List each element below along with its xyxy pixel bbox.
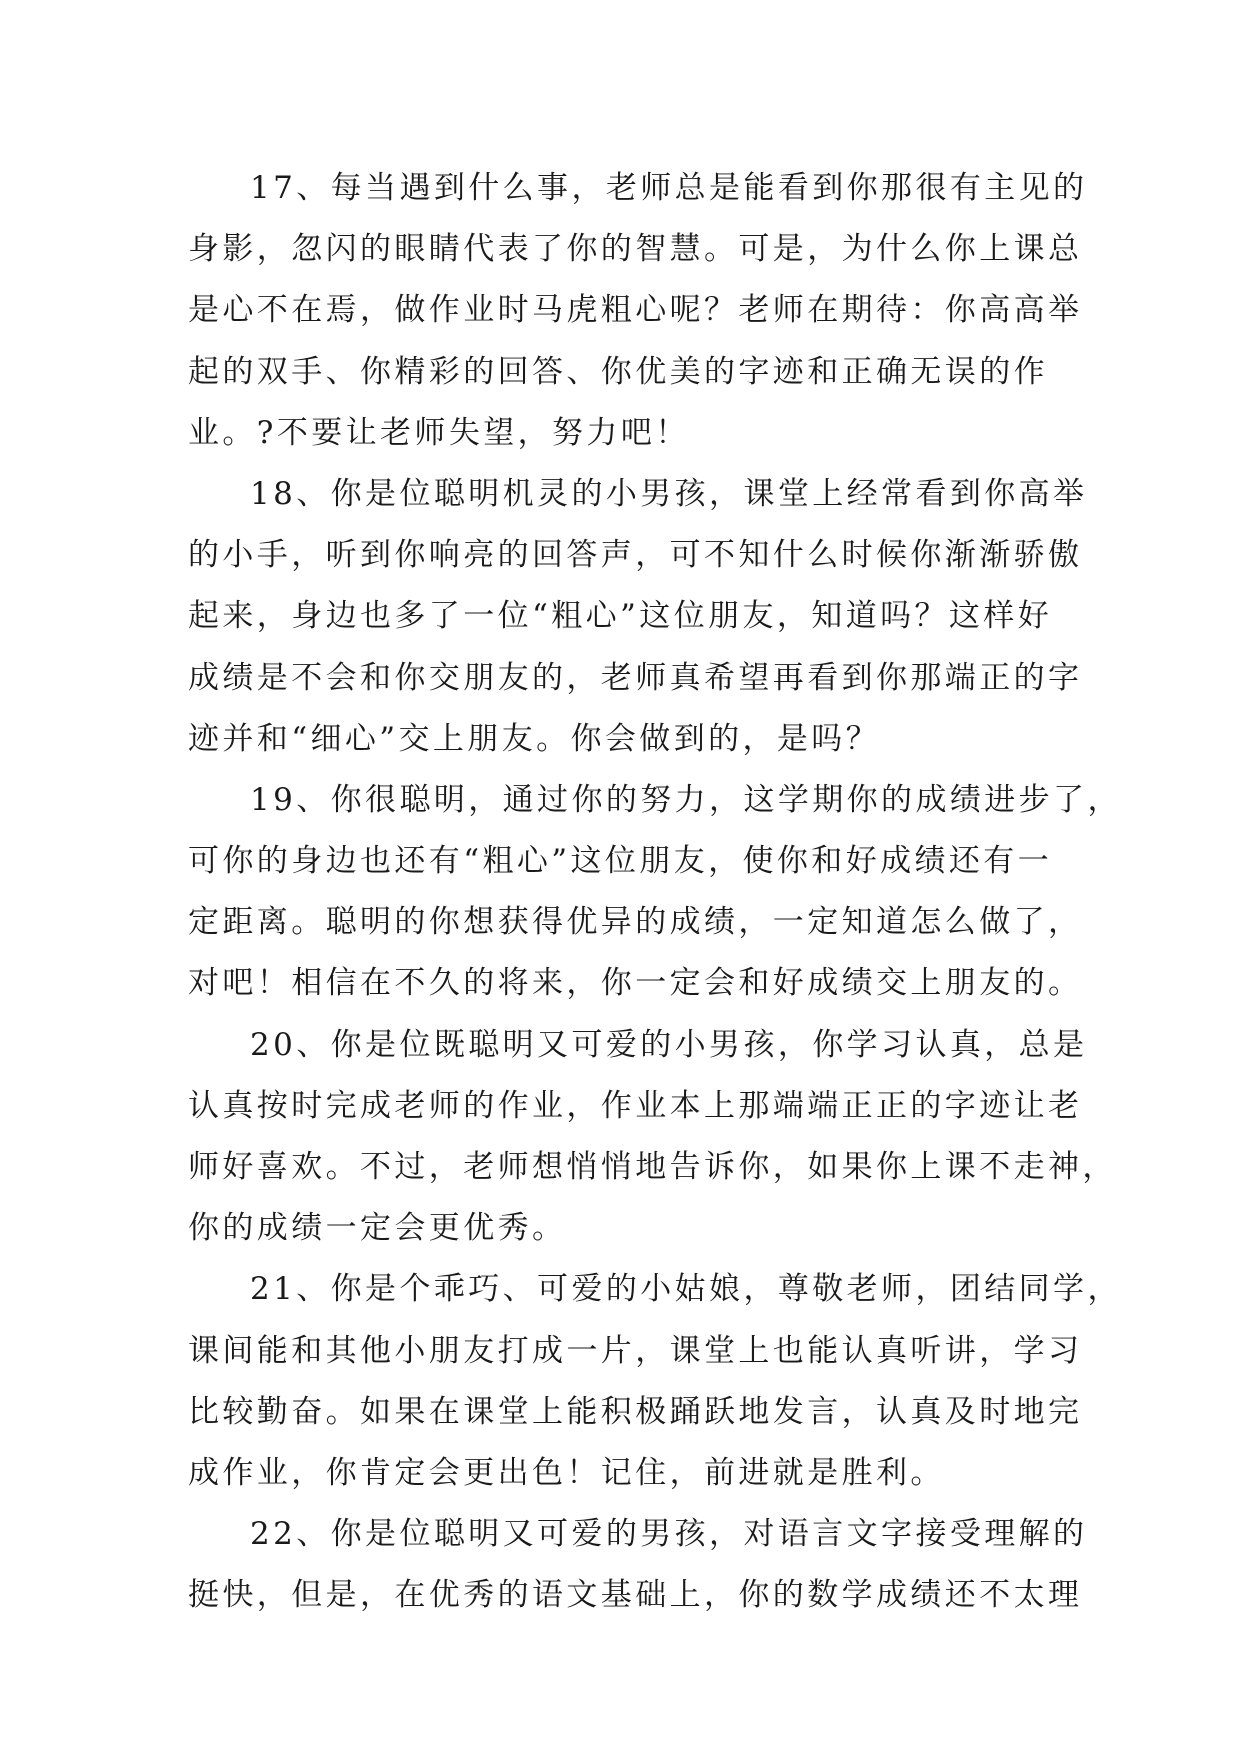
paragraph-19-line-2: 可你的身边也还有“粗心”这位朋友，使你和好成绩还有一 (188, 843, 1053, 880)
paragraph-20-line-4: 你的成绩一定会更优秀。 (188, 1210, 567, 1247)
paragraph-18-line-5: 迹并和“细心”交上朋友。你会做到的，是吗？ (188, 720, 881, 757)
document-body (188, 158, 1122, 1627)
paragraph-18-line-4: 成绩是不会和你交朋友的，老师真希望再看到你那端正的字 (188, 659, 1083, 696)
paragraph-18-line-3: 起来，身边也多了一位“粗心”这位朋友，知道吗？这样好 (188, 598, 1053, 635)
paragraph-22-line-2: 挺快，但是，在优秀的语文基础上，你的数学成绩还不太理 (188, 1577, 1083, 1614)
paragraph-21-line-4: 成作业，你肯定会更出色！记住，前进就是胜利。 (188, 1454, 945, 1491)
paragraph-20-line-3: 师好喜欢。不过，老师想悄悄地告诉你，如果你上课不走神， (188, 1149, 1117, 1185)
paragraph-19-line-1: 19、你很聪明，通过你的努力，这学期你的成绩进步了， (250, 781, 1122, 818)
paragraph-17-line-5: 业。?不要让老师失望，努力吧！ (188, 414, 690, 451)
paragraph-21-line-3: 比较勤奋。如果在课堂上能积极踊跃地发言，认真及时地完 (188, 1393, 1083, 1430)
paragraph-17-line-2: 身影，忽闪的眼睛代表了你的智慧。可是，为什么你上课总 (188, 231, 1083, 268)
paragraph-21-line-1: 21、你是个乖巧、可爱的小姑娘，尊敬老师，团结同学， (250, 1271, 1122, 1308)
paragraph-21-line-2: 课间能和其他小朋友打成一片，课堂上也能认真听讲，学习 (188, 1332, 1083, 1369)
paragraph-17-line-4: 起的双手、你精彩的回答、你优美的字迹和正确无误的作 (188, 353, 1048, 390)
paragraph-19-line-3: 定距离。聪明的你想获得优异的成绩，一定知道怎么做了， (188, 904, 1083, 941)
paragraph-18-line-2: 的小手，听到你响亮的回答声，可不知什么时候你渐渐骄傲 (188, 537, 1083, 574)
paragraph-17-line-1: 17、每当遇到什么事，老师总是能看到你那很有主见的 (250, 170, 1088, 206)
paragraph-20-line-1: 20、你是位既聪明又可爱的小男孩，你学习认真，总是 (250, 1026, 1088, 1063)
paragraph-19-line-4: 对吧！相信在不久的将来，你一定会和好成绩交上朋友的。 (188, 965, 1083, 1002)
paragraph-22-line-1: 22、你是位聪明又可爱的男孩，对语言文字接受理解的 (250, 1516, 1088, 1553)
paragraph-20-line-2: 认真按时完成老师的作业，作业本上那端端正正的字迹让老 (188, 1087, 1083, 1124)
paragraph-17-line-3: 是心不在焉，做作业时马虎粗心呢？老师在期待：你高高举 (188, 292, 1083, 329)
paragraph-18-line-1: 18、你是位聪明机灵的小男孩，课堂上经常看到你高举 (250, 475, 1088, 512)
